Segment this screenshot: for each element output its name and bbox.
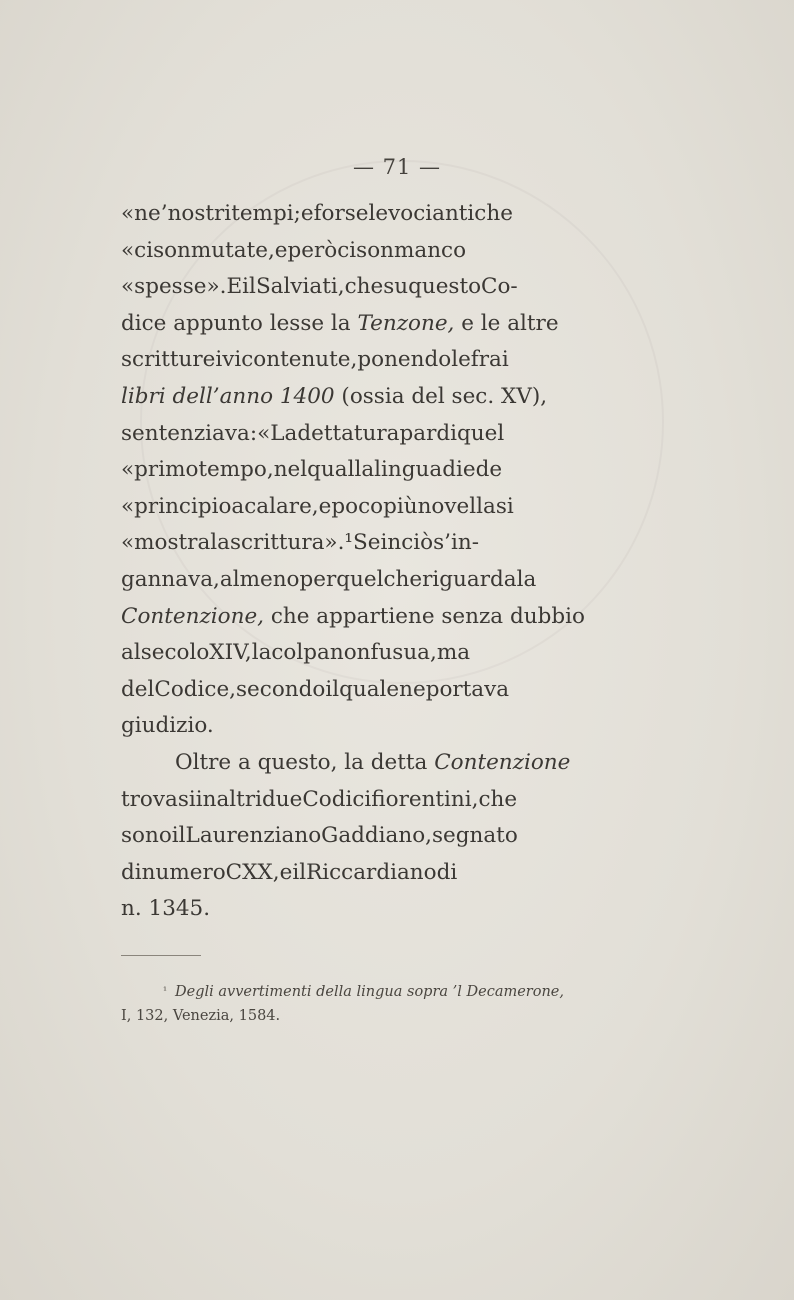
- word: «: [121, 457, 135, 483]
- word: riguarda: [422, 566, 517, 592]
- word: voci: [388, 201, 433, 226]
- footnote-citation: Degli avvertimenti della lingua sopra ’l Decamerone,: [175, 984, 565, 1000]
- word: le: [368, 201, 389, 226]
- text-line: [121, 233, 605, 270]
- text-line: [121, 416, 605, 453]
- word: almeno: [219, 566, 300, 592]
- word: che: [383, 566, 423, 592]
- footnote-line: I, 132, Venezia, 1584.: [121, 1008, 281, 1024]
- word: calare,: [244, 493, 319, 519]
- word: lingua: [374, 457, 443, 483]
- word: in: [195, 786, 217, 812]
- word: quale: [339, 676, 400, 702]
- word: fra: [470, 347, 502, 373]
- word: su: [383, 274, 409, 300]
- word: tempi: [231, 201, 294, 226]
- word: sono: [121, 823, 172, 849]
- word: forse: [313, 201, 369, 226]
- word: qual: [307, 457, 355, 483]
- word: XIV,: [209, 640, 252, 666]
- word: son: [356, 237, 394, 263]
- word: che: [478, 786, 518, 812]
- word: Laurenziano: [185, 823, 322, 849]
- text-line: [121, 269, 605, 306]
- text-line: [121, 672, 605, 709]
- word: Co-: [481, 274, 518, 300]
- italic-contenzione: Contenzione: [434, 749, 571, 775]
- footnote-divider: [121, 955, 201, 956]
- word: secondo: [236, 676, 326, 702]
- word: Salviati,: [255, 274, 345, 300]
- word: tempo,: [198, 457, 274, 483]
- word: altri: [216, 786, 262, 812]
- footnote: [121, 980, 605, 1028]
- text-line: [121, 818, 605, 855]
- text-line: Contenzione, che appartiene senza dubbio: [121, 603, 585, 629]
- word: antiche: [432, 201, 513, 226]
- word: in-: [450, 530, 479, 556]
- word: Codici: [302, 786, 372, 812]
- word: di: [121, 859, 142, 885]
- footnote-line: [121, 980, 605, 1004]
- word: nel: [273, 457, 308, 483]
- word: E: [226, 274, 243, 300]
- word: fiorentini,: [371, 786, 479, 812]
- word: al: [121, 640, 141, 666]
- word: s’: [433, 530, 451, 556]
- word: i: [501, 347, 509, 373]
- word: la: [354, 457, 375, 483]
- word: CXX,: [225, 859, 280, 885]
- word: del: [121, 676, 155, 702]
- text-line: [121, 342, 605, 379]
- italic-title-tenzone: Tenzone,: [357, 310, 455, 336]
- text-line: dice appunto lesse la Tenzone, e le altre: [121, 310, 559, 336]
- word: Riccardiano: [306, 859, 437, 885]
- body-text: [121, 196, 605, 928]
- word: portava: [425, 676, 510, 702]
- word: «: [121, 201, 135, 226]
- word: nostri: [167, 201, 232, 226]
- word: a: [231, 493, 245, 519]
- word: e: [274, 237, 288, 263]
- word: in: [380, 530, 402, 556]
- word: e: [300, 201, 314, 226]
- word: colpa: [271, 640, 330, 666]
- text-line: giudizio.: [121, 713, 214, 739]
- text-line: [121, 635, 605, 672]
- text-line: [121, 562, 605, 599]
- word: il: [325, 676, 340, 702]
- word: «: [121, 530, 135, 556]
- text-line: [121, 782, 605, 819]
- word: segnato: [432, 823, 518, 849]
- word: il: [292, 859, 307, 885]
- word: che: [344, 274, 384, 300]
- word: ;: [293, 201, 301, 226]
- word: dettatura: [297, 420, 400, 446]
- word: però: [287, 237, 338, 263]
- word: trovasi: [121, 786, 196, 812]
- word: di: [436, 859, 458, 885]
- text-line-paragraph-start: Oltre a questo, la detta Contenzione: [175, 749, 571, 775]
- word: il: [242, 274, 256, 300]
- word: mostra: [134, 530, 211, 556]
- word: ma: [436, 640, 471, 666]
- word: la: [516, 566, 537, 592]
- word: «: [121, 274, 135, 300]
- word: Se: [353, 530, 381, 556]
- word: par: [399, 420, 437, 446]
- text-line: [121, 452, 605, 489]
- word: per: [299, 566, 337, 592]
- word: scritture: [121, 347, 216, 373]
- word: questo: [408, 274, 482, 300]
- word: ivi: [215, 347, 242, 373]
- word: «: [121, 237, 135, 263]
- word: fu: [370, 640, 393, 666]
- word: sua,: [392, 640, 437, 666]
- word: diede: [442, 457, 503, 483]
- word: «: [257, 420, 271, 446]
- word: più: [383, 493, 418, 519]
- word: ci: [134, 237, 154, 263]
- word: ».: [324, 530, 345, 556]
- text-line: [121, 855, 605, 892]
- word: ne’: [134, 201, 168, 226]
- text-line: libri dell’anno 1400 (ossia del sec. XV),: [121, 383, 548, 409]
- word: poco: [331, 493, 384, 519]
- word: numero: [141, 859, 226, 885]
- word: gannava,: [121, 566, 220, 592]
- word: primo: [134, 457, 199, 483]
- word: ciò: [401, 530, 434, 556]
- word: la: [251, 640, 272, 666]
- word: si: [495, 493, 514, 519]
- word: ne: [399, 676, 426, 702]
- word: ponendole: [357, 347, 471, 373]
- text-line: [121, 196, 605, 233]
- word: non: [329, 640, 371, 666]
- word: La: [270, 420, 298, 446]
- word: sentenziava: [121, 420, 250, 446]
- text-line: n. 1345.: [121, 896, 211, 922]
- text-line: [121, 525, 605, 562]
- word: novella: [417, 493, 496, 519]
- word: ¹: [344, 530, 354, 556]
- word: secolo: [140, 640, 210, 666]
- word: spesse: [134, 274, 207, 300]
- italic-libri-dellanno: libri dell’anno 1400: [121, 383, 335, 409]
- page-number: — 71 —: [352, 155, 442, 179]
- word: la: [210, 530, 230, 556]
- word: quel: [457, 420, 505, 446]
- word: ».: [206, 274, 227, 300]
- italic-contenzione: Contenzione,: [121, 603, 265, 629]
- text-line: [121, 489, 605, 526]
- word: e: [318, 493, 332, 519]
- word: contenute,: [241, 347, 358, 373]
- word: scrittura: [229, 530, 325, 556]
- word: Codice,: [154, 676, 237, 702]
- word: ci: [337, 237, 357, 263]
- word: mutate,: [190, 237, 275, 263]
- word: di: [436, 420, 457, 446]
- word: «: [121, 493, 135, 519]
- word: Gaddiano,: [321, 823, 432, 849]
- word: e: [279, 859, 293, 885]
- footnote-marker: ¹: [163, 986, 168, 997]
- word: principio: [134, 493, 232, 519]
- word: :: [249, 420, 258, 446]
- word: manco: [394, 237, 467, 263]
- word: quel: [336, 566, 384, 592]
- word: son: [153, 237, 191, 263]
- word: il: [171, 823, 186, 849]
- word: due: [261, 786, 303, 812]
